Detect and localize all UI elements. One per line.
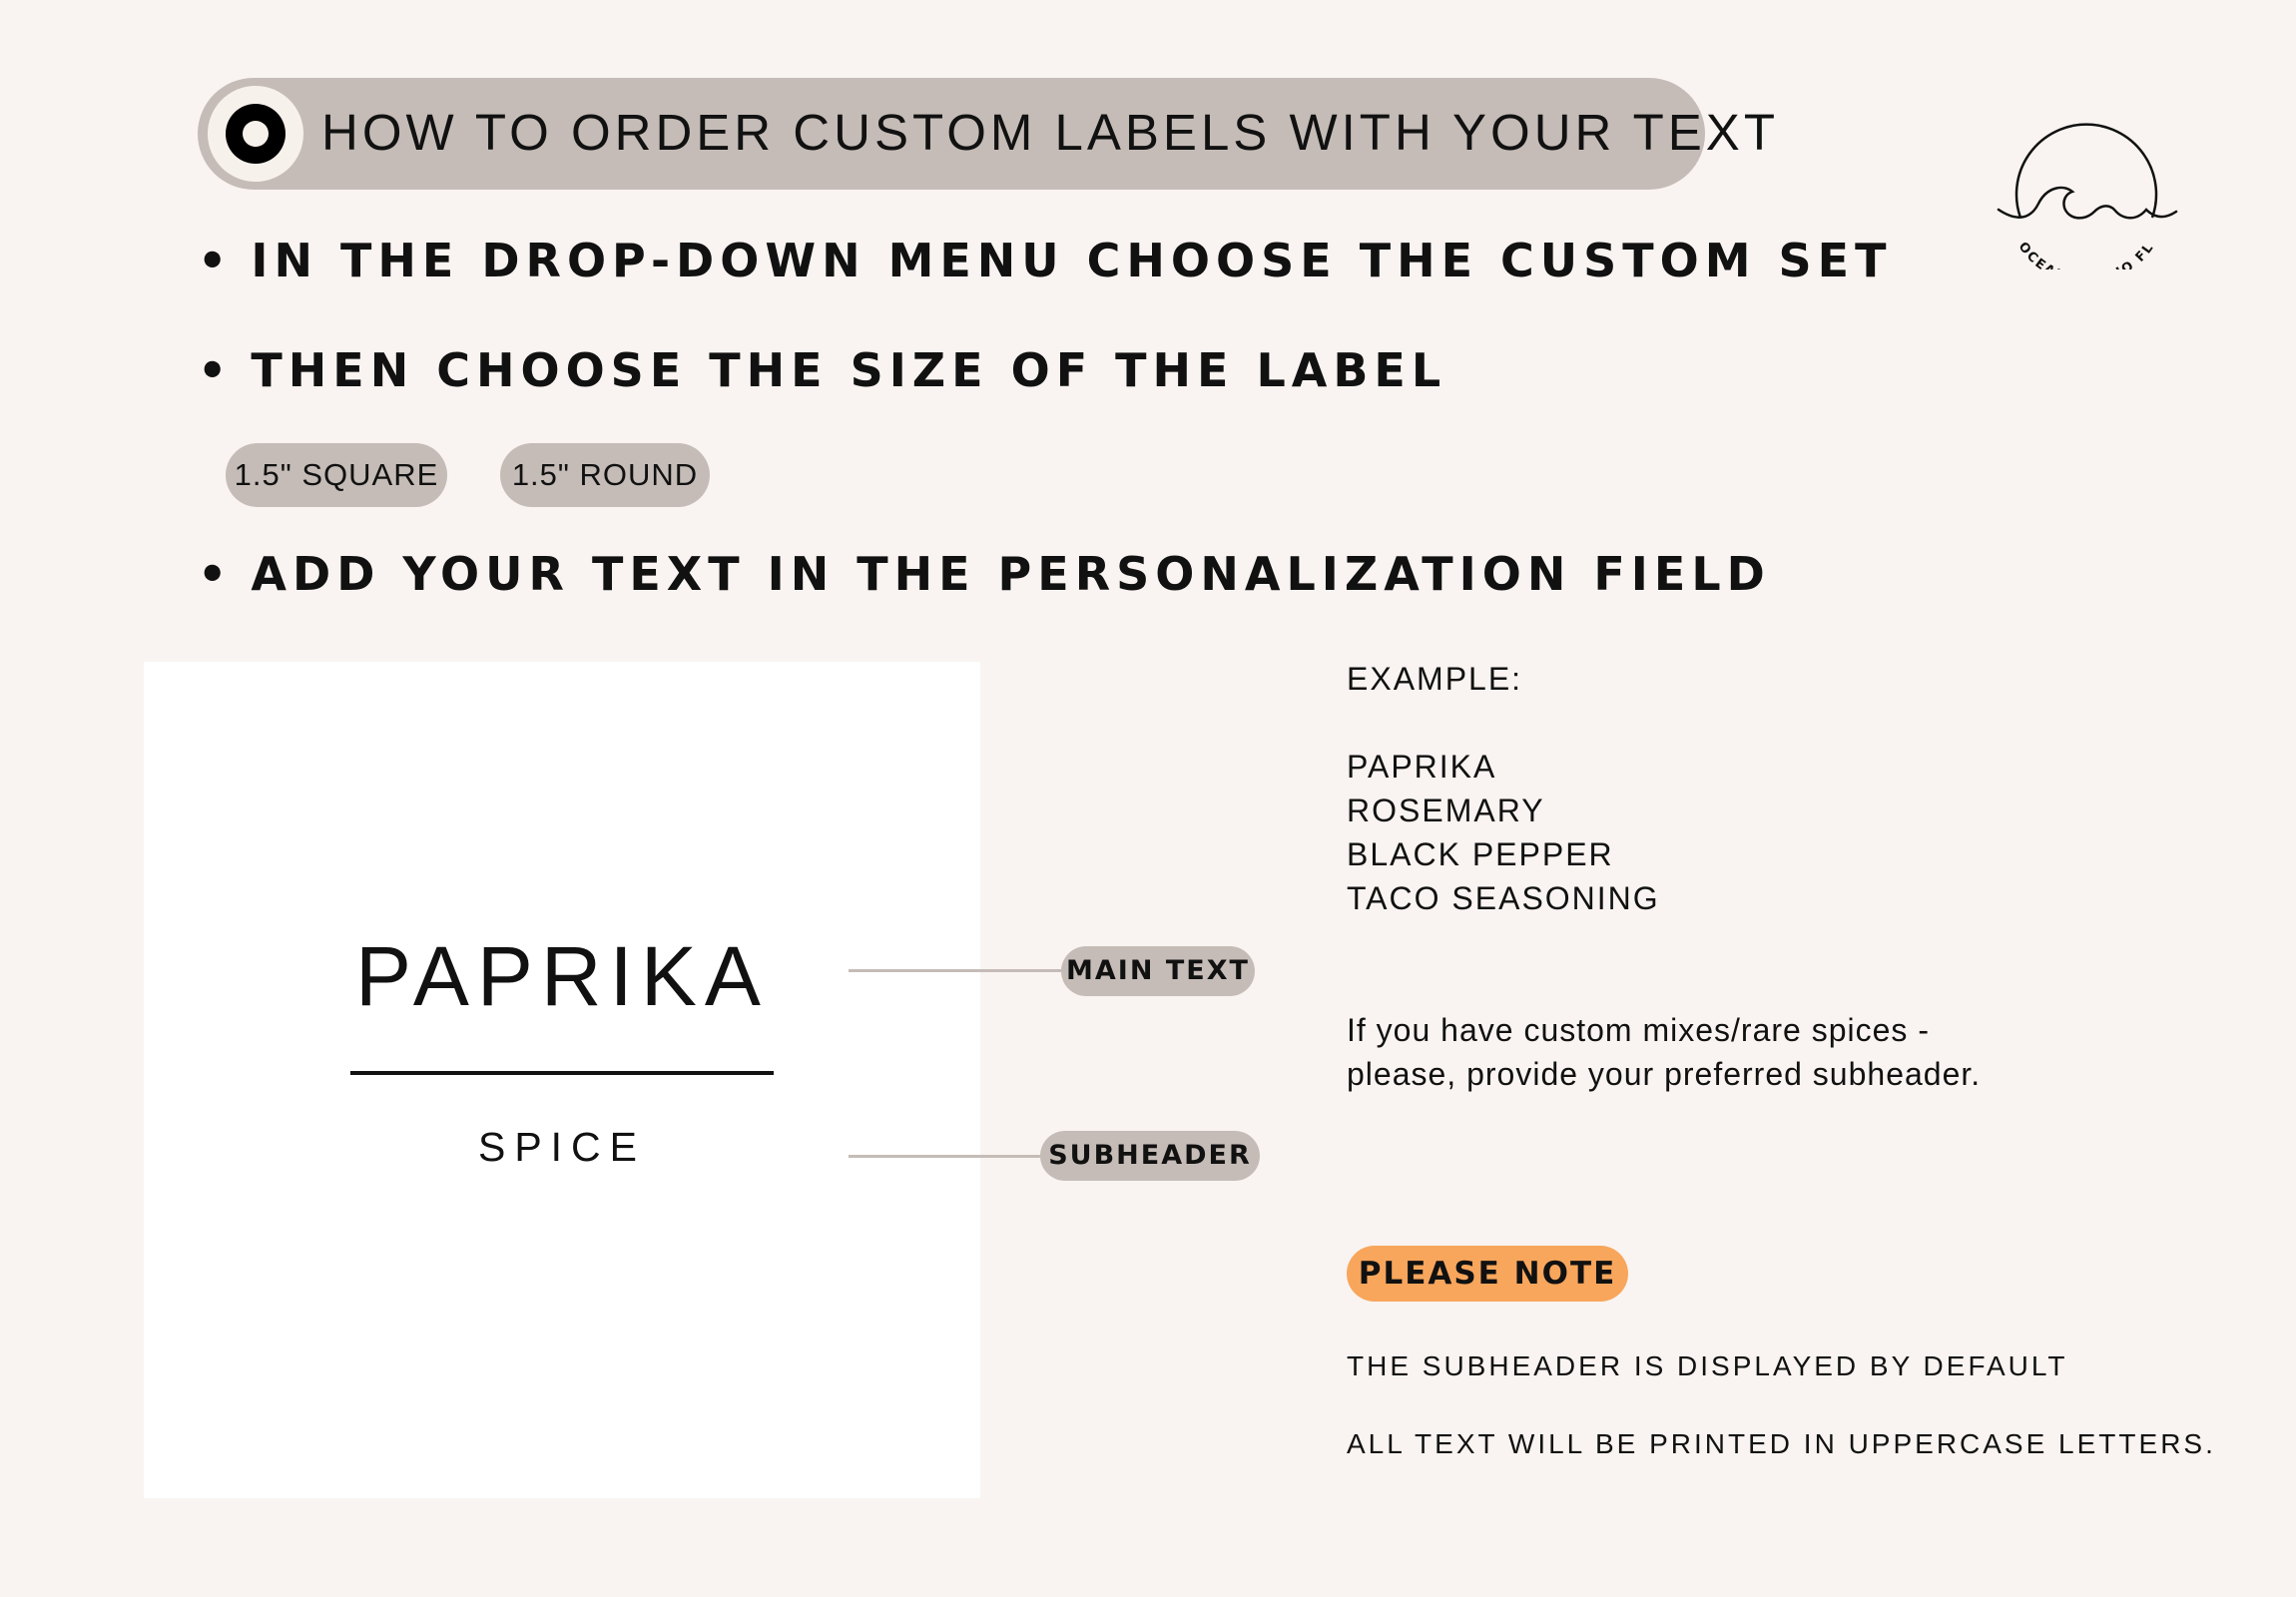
uppercase-info: ALL TEXT WILL BE PRINTED IN UPPERCASE LETTERS. <box>1347 1428 2216 1459</box>
ocean-studio-logo <box>1987 100 2186 269</box>
size-option-square[interactable]: 1.5" SQUARE <box>226 443 447 507</box>
step-add-text <box>198 547 1771 601</box>
step-text: ADD YOUR TEXT IN THE PERSONALIZATION FIELD <box>251 547 1771 601</box>
example-item: ROSEMARY <box>1347 793 1545 828</box>
example-item: TACO SEASONING <box>1347 880 1660 916</box>
label-subheader: SPICE <box>477 1124 647 1170</box>
note-line: please, provide your preferred subheader. <box>1347 1056 1982 1092</box>
circle-bullet-icon <box>208 86 303 182</box>
ocean-wave-logo-icon <box>1987 100 2186 269</box>
main-text-connector <box>849 969 1068 972</box>
example-heading: EXAMPLE: <box>1347 661 1523 697</box>
size-option-round[interactable]: 1.5" ROUND <box>500 443 710 507</box>
step-choose-size <box>198 343 1446 397</box>
please-note-badge: PLEASE NOTE <box>1347 1246 1628 1302</box>
custom-mix-note <box>1347 1008 1981 1096</box>
bullet: • <box>198 343 234 397</box>
subheader-callout: SUBHEADER <box>1040 1131 1260 1181</box>
example-item: PAPRIKA <box>1347 749 1497 785</box>
step-text: IN THE DROP-DOWN MENU CHOOSE THE CUSTOM SET <box>251 234 1893 287</box>
step-text: THEN CHOOSE THE SIZE OF THE LABEL <box>251 343 1447 397</box>
subheader-connector <box>849 1155 1048 1158</box>
label-main-text: PAPRIKA <box>355 929 769 1023</box>
label-preview <box>144 662 980 1498</box>
example-list <box>1347 745 1660 920</box>
example-item: BLACK PEPPER <box>1347 836 1614 872</box>
main-text-callout: MAIN TEXT <box>1061 946 1255 996</box>
bullet: • <box>198 547 234 601</box>
svg-text:OCEAN STUDIO FL: OCE O FL <box>2014 240 2158 269</box>
bullet: • <box>198 234 234 287</box>
subheader-default-info: THE SUBHEADER IS DISPLAYED BY DEFAULT <box>1347 1350 2068 1381</box>
note-line: If you have custom mixes/rare spices - <box>1347 1012 1930 1048</box>
step-choose-custom-set <box>198 234 1892 287</box>
label-divider <box>350 1071 774 1075</box>
page-title: HOW TO ORDER CUSTOM LABELS WITH YOUR TEXT <box>321 104 1779 161</box>
